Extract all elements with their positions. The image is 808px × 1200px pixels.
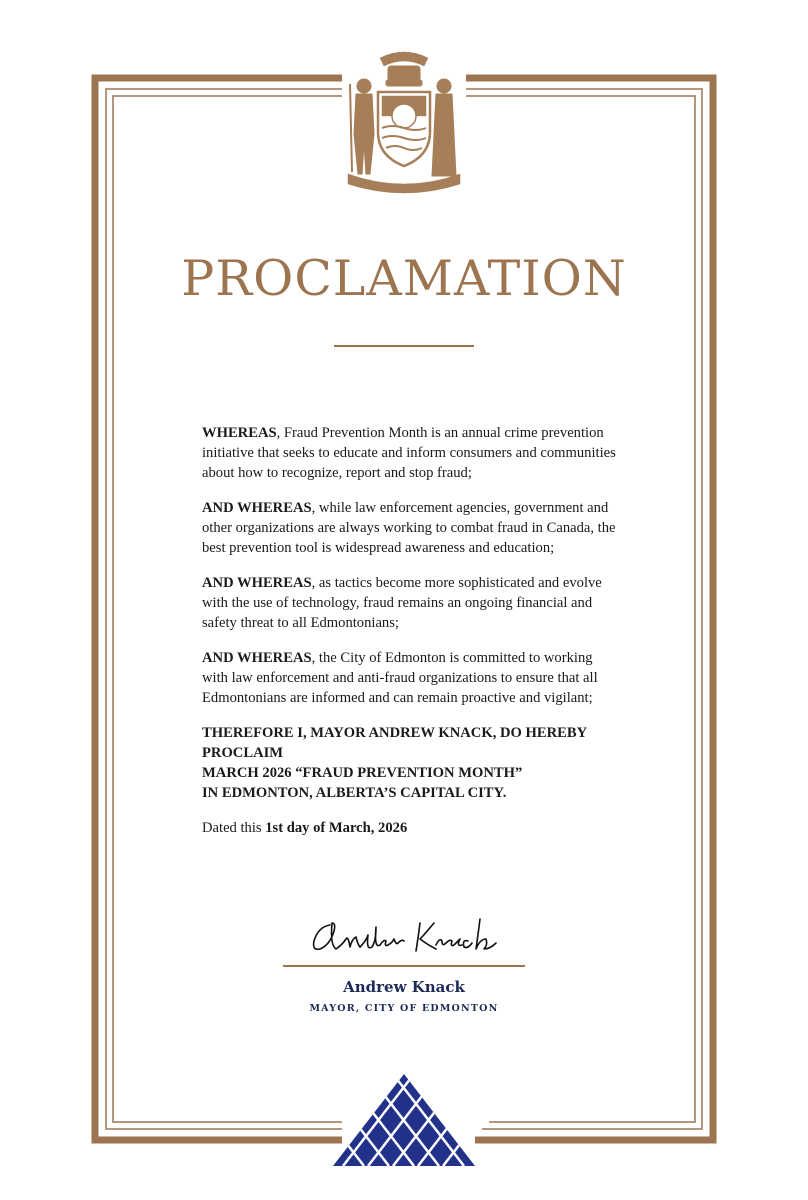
signer-title: MAYOR, CITY OF EDMONTON [309,1003,499,1014]
whereas-paragraph: AND WHEREAS, while law enforcement agencies, government and other organizations are always working to combat fraud in Canada, the best prevention tool is widespread awareness and education; [202,500,616,556]
dated-line: Dated this 1st day of March, 2026 [202,820,408,836]
city-pyramid-logo [333,1074,475,1166]
title-divider [334,345,474,347]
whereas-paragraph: WHEREAS, Fraud Prevention Month is an annual crime prevention initiative that seeks to educate and inform consumers and communities about how to recognize, report and stop fraud; [202,425,616,481]
edmonton-coat-of-arms [342,44,466,196]
whereas-paragraph: AND WHEREAS, the City of Edmonton is committed to working with law enforcement and anti-fraud organizations to ensure that all Edmontonians are informed and can remain proactive and vigilant; [202,650,598,706]
signature-line [283,965,525,967]
mayor-signature [300,905,510,965]
whereas-paragraph: AND WHEREAS, as tactics become more sophisticated and evolve with the use of technology, fraud remains an ongoing financial and safety threat to all Edmontonians; [202,575,602,631]
proclamation-body [202,423,622,853]
therefore-statement: THEREFORE I, MAYOR ANDREW KNACK, DO HEREBY PROCLAIM MARCH 2026 “FRAUD PREVENTION MONTH” IN EDMONTON, ALBERTA’S CAPITAL CITY. [202,725,587,801]
page-title: PROCLAMATION [181,250,627,307]
signer-name: Andrew Knack [343,978,465,996]
